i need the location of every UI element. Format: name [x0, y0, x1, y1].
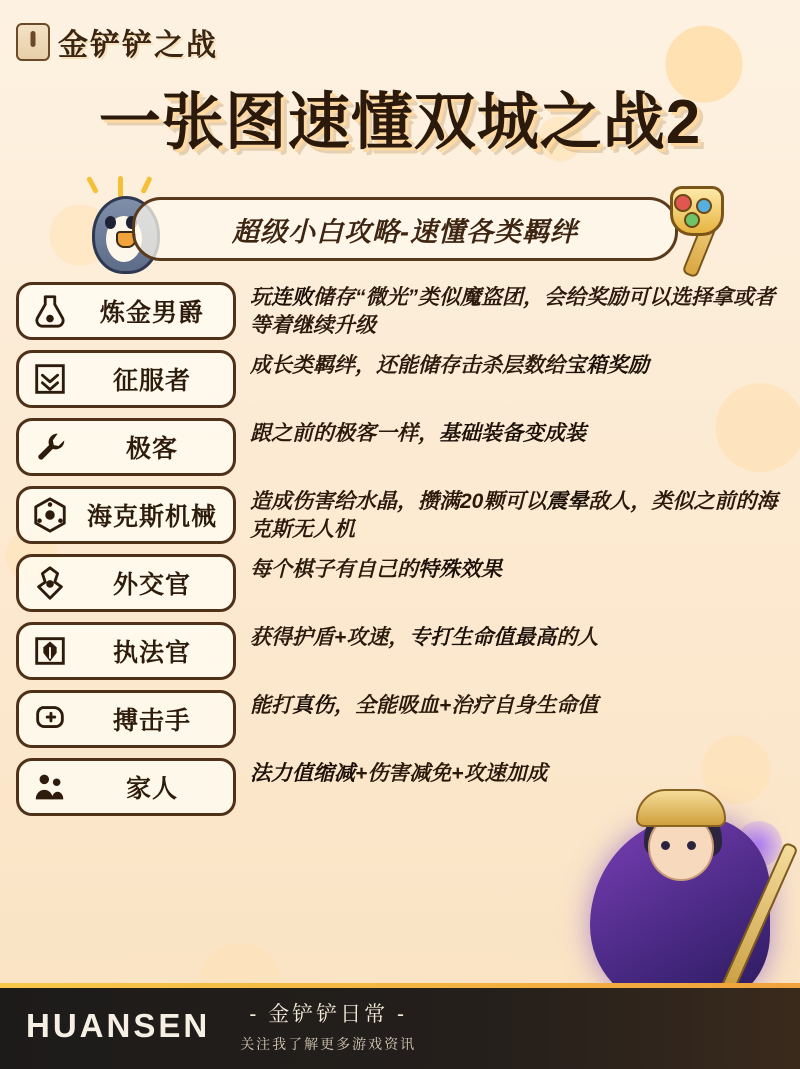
footer-brand: HUANSEN [26, 1007, 211, 1044]
trait-name: 外交官 [112, 571, 191, 599]
trait-description-part: 基础装备变成装 [439, 422, 586, 445]
trait-name: 炼金男爵 [99, 299, 204, 327]
page-title: 一张图速懂双城之战2 [98, 88, 702, 157]
brand-name: 金铲铲之战 [58, 29, 218, 62]
trait-chip[interactable] [16, 486, 236, 544]
trait-name: 执法官 [112, 639, 191, 667]
trait-description [236, 418, 800, 448]
hextech-gear-icon [29, 494, 71, 536]
alchemy-flask-icon [29, 290, 71, 332]
trait-description-part: 连败 [271, 286, 313, 309]
trait-description-part: 专打生命值最高 [409, 626, 557, 649]
diplomat-crest-icon [29, 562, 71, 604]
trait-description [236, 350, 800, 380]
subtitle-banner [132, 197, 678, 261]
trait-chip[interactable] [16, 554, 236, 612]
trait-description-part: 获得护盾+攻速， [250, 626, 410, 649]
trait-description-part: 能打 [250, 694, 292, 717]
trait-row [0, 350, 800, 408]
trait-description-part: 玩 [250, 286, 271, 309]
trait-description-part: 震晕 [546, 490, 589, 513]
trait-chip[interactable] [16, 418, 236, 476]
boxing-glove-icon [29, 698, 71, 740]
trait-description-part: 的人 [556, 626, 599, 649]
trait-description-part: ，全能吸血+治疗自身生命值 [334, 694, 599, 717]
family-group-icon [29, 766, 71, 808]
shovel-icon [16, 23, 50, 61]
footer-center [240, 998, 416, 1054]
trait-row [0, 554, 800, 612]
trait-list [0, 282, 800, 826]
trait-chip[interactable] [16, 758, 236, 816]
trait-name: 搏击手 [112, 707, 191, 735]
trait-row [0, 486, 800, 544]
trait-name: 极客 [125, 435, 178, 463]
magic-wand-icon [654, 182, 744, 282]
footer-bar [0, 983, 800, 1069]
trait-description-part: 敌人，类似之前的海克斯无人机 [250, 490, 778, 541]
trait-name: 征服者 [112, 367, 191, 395]
trait-description [236, 690, 800, 720]
trait-description-part: +伤害减免+攻速加成 [355, 762, 548, 785]
trait-description-part: 真伤 [292, 694, 334, 717]
trait-description [236, 622, 800, 652]
trait-name: 家人 [125, 775, 178, 803]
trait-description-part: 储存“微光”类似魔盗团，会给奖励可以选择拿或者等着继续升级 [250, 286, 775, 337]
footer-tagline: - 金铲铲日常 - [249, 1003, 408, 1026]
trait-description [236, 486, 800, 543]
trait-row [0, 282, 800, 340]
trait-description [236, 554, 800, 584]
subtitle-text: 超级小白攻略-速懂各类羁绊 [232, 216, 578, 247]
trait-chip[interactable] [16, 622, 236, 680]
enforcer-helmet-icon [29, 630, 71, 672]
trait-chip[interactable] [16, 690, 236, 748]
trait-description-part: 每个棋子有自己的 [250, 558, 418, 581]
conqueror-chevron-icon [29, 358, 71, 400]
trait-description-part: 宝箱奖励 [565, 354, 649, 377]
trait-description-part: 法力值缩减 [250, 762, 355, 785]
trait-description [236, 282, 800, 339]
trait-description-part: 成长类羁绊，还能储存击杀层数给 [250, 354, 565, 377]
trait-description-part: 造成伤害给水晶，攒满20颗可以 [250, 490, 547, 513]
trait-description-part: 特殊效果 [418, 558, 502, 581]
trait-row [0, 690, 800, 748]
champion-artwork [558, 767, 788, 1007]
trait-name: 海克斯机械 [86, 503, 217, 531]
footer-subtagline: 关注我了解更多游戏资讯 [240, 1036, 417, 1052]
trait-row [0, 622, 800, 680]
trait-row [0, 418, 800, 476]
trait-chip[interactable] [16, 282, 236, 340]
trait-chip[interactable] [16, 350, 236, 408]
trait-description-part: 跟之前的极客一样， [250, 422, 439, 445]
brand-logo [16, 20, 218, 64]
wrench-icon [29, 426, 71, 468]
